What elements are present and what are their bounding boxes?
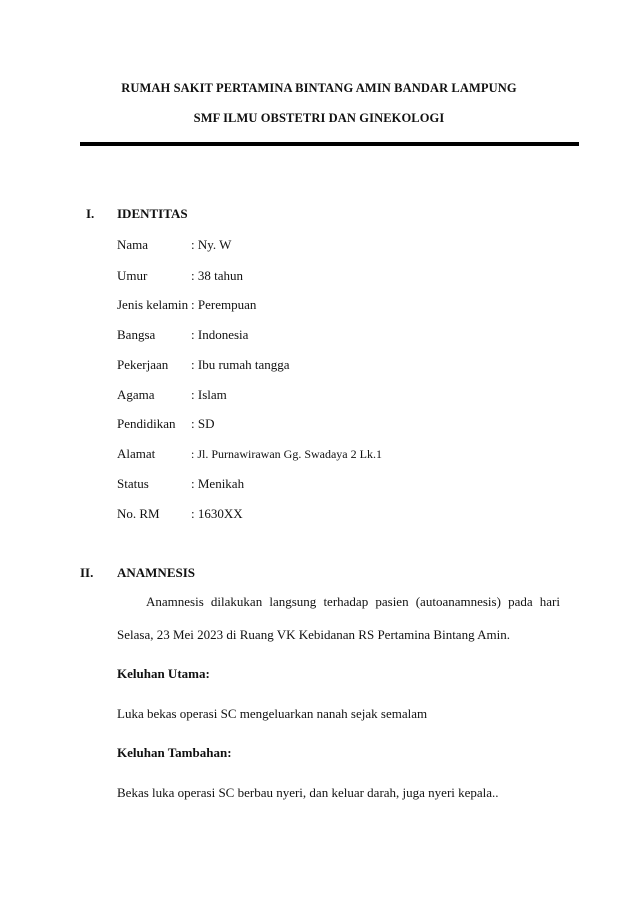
identity-label: Jenis kelamin xyxy=(117,297,189,312)
header-divider xyxy=(80,142,579,146)
department-heading: SMF ILMU OBSTETRI DAN GINEKOLOGI xyxy=(193,111,445,125)
identity-value: : Menikah xyxy=(191,476,245,491)
identity-label: Pekerjaan xyxy=(117,357,169,372)
keluhan-tambahan-text: Bekas luka operasi SC berbau nyeri, dan keluar darah, juga nyeri kepala.. xyxy=(117,785,499,800)
identity-value: : Jl. Purnawirawan Gg. Swadaya 2 Lk.1 xyxy=(191,447,382,461)
identity-label: Status xyxy=(117,476,149,491)
keluhan-tambahan-label: Keluhan Tambahan: xyxy=(117,745,232,760)
identity-value: : Ibu rumah tangga xyxy=(191,357,290,372)
identity-value: : Perempuan xyxy=(191,297,257,312)
identity-value: : 38 tahun xyxy=(191,268,243,283)
keluhan-utama-text: Luka bekas operasi SC mengeluarkan nanah sejak semalam xyxy=(117,706,428,721)
identity-value: : Indonesia xyxy=(191,327,249,342)
identity-label: No. RM xyxy=(117,506,160,521)
identity-label: Bangsa xyxy=(117,327,156,342)
identity-label: Pendidikan xyxy=(117,416,176,431)
anamnesis-intro-paragraph xyxy=(117,594,560,643)
section-number-anamnesis: II. xyxy=(80,565,94,580)
identity-label: Alamat xyxy=(117,446,156,461)
anamnesis-intro-line: Selasa, 23 Mei 2023 di Ruang VK Kebidanan RS Pertamina Bintang Amin. xyxy=(117,627,510,642)
keluhan-utama-label: Keluhan Utama: xyxy=(117,666,210,681)
identity-value: : Islam xyxy=(191,387,227,402)
section-number-identitas: I. xyxy=(86,206,95,221)
identity-value: : SD xyxy=(191,416,215,431)
hospital-name-heading: RUMAH SAKIT PERTAMINA BINTANG AMIN BANDAR LAMPUNG xyxy=(121,81,517,95)
identity-label: Nama xyxy=(117,237,149,252)
identity-value: : 1630XX xyxy=(191,506,243,521)
identity-value: : Ny. W xyxy=(191,237,232,252)
identity-label: Agama xyxy=(117,387,155,402)
section-title-anamnesis: ANAMNESIS xyxy=(117,565,196,580)
anamnesis-intro-line: Anamnesis dilakukan langsung terhadap pasien (autoanamnesis) pada hari xyxy=(146,594,560,609)
section-title-identitas: IDENTITAS xyxy=(117,206,188,221)
identity-label: Umur xyxy=(117,268,148,283)
